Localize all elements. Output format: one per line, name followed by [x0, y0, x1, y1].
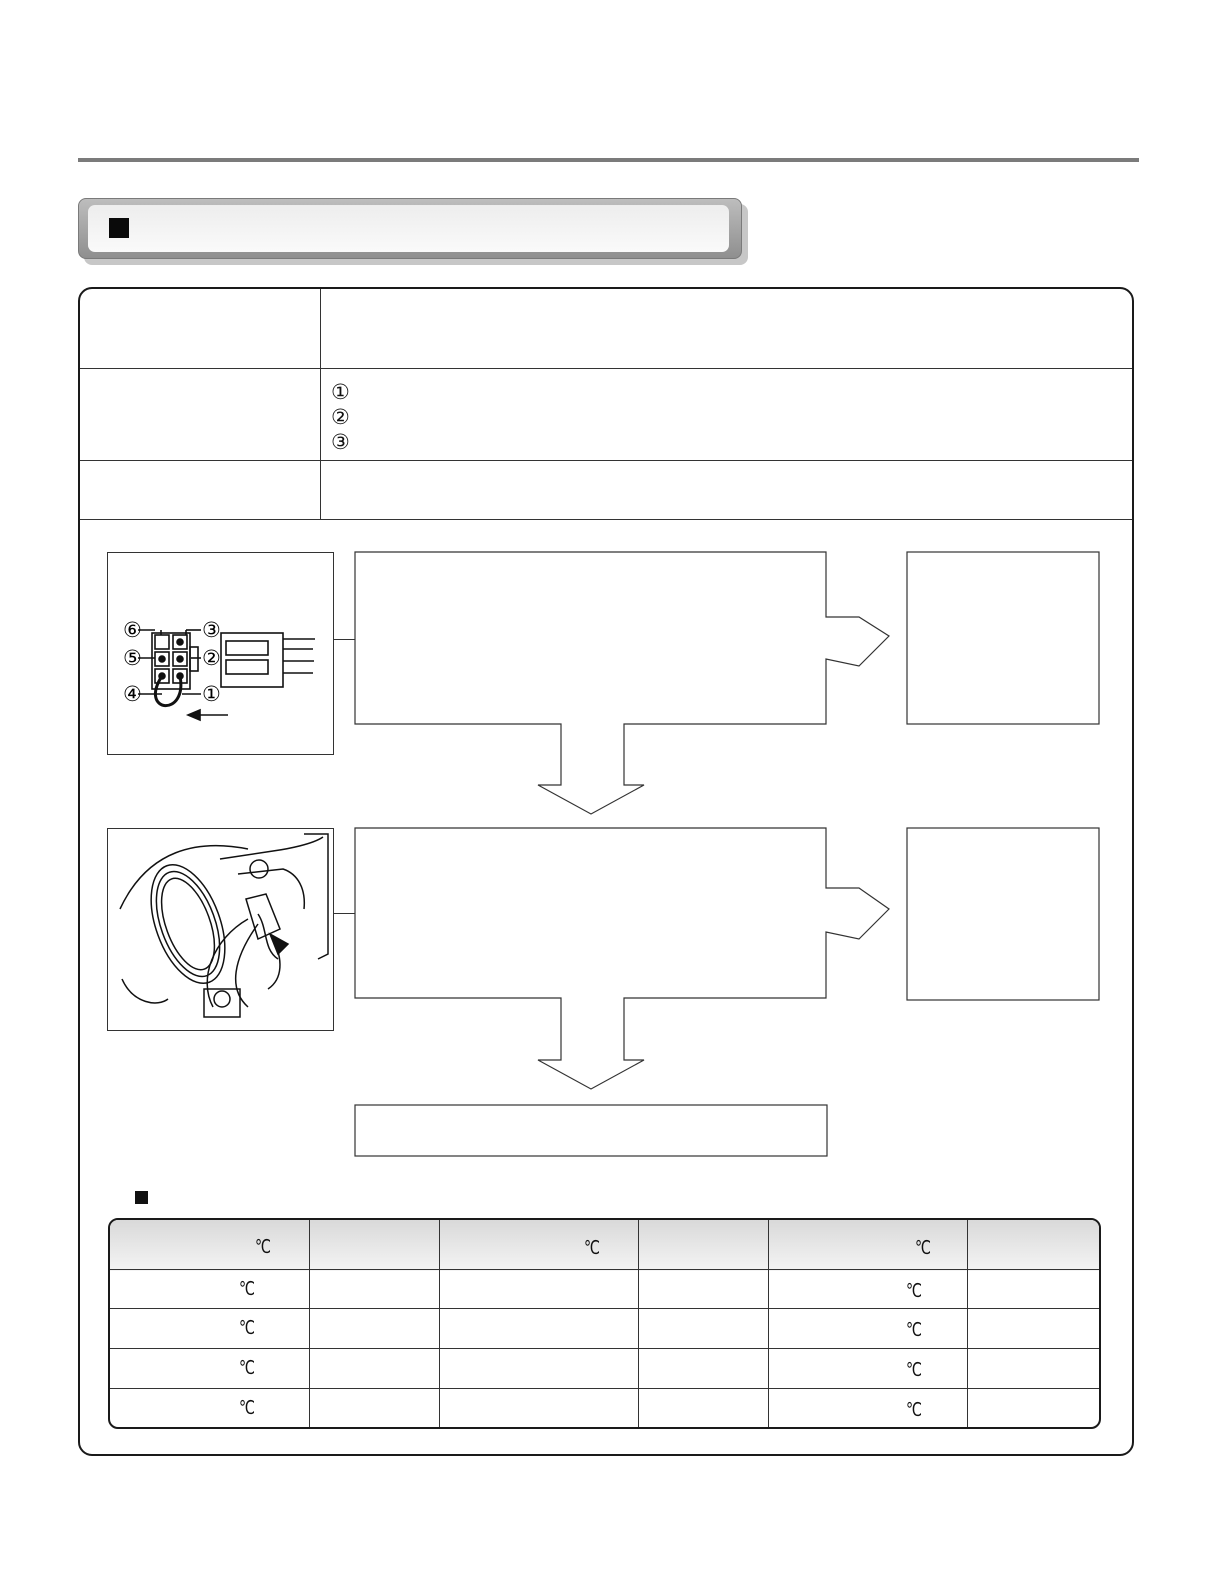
table-col-line-3: [638, 1220, 639, 1427]
pin-label-6: ⑥: [123, 618, 142, 642]
table-col-line-5: [967, 1220, 968, 1427]
unit-r2-c1: ℃: [239, 1317, 256, 1339]
pin-label-1: ①: [202, 682, 221, 706]
table-row-line-2: [110, 1308, 1099, 1309]
unit-r1-c3: ℃: [906, 1280, 923, 1302]
final-box: [355, 1105, 827, 1156]
unit-header-1: ℃: [255, 1236, 272, 1258]
unit-r3-c3: ℃: [906, 1359, 923, 1381]
pin-label-3: ③: [202, 618, 221, 642]
flow-box-2: [355, 828, 889, 1089]
table-row-line-1: [110, 1269, 1099, 1270]
pin-label-4: ④: [123, 682, 142, 706]
table-bullet-icon: [135, 1191, 148, 1204]
unit-r2-c3: ℃: [906, 1319, 923, 1341]
unit-r4-c1: ℃: [239, 1397, 256, 1419]
table-row-line-3: [110, 1348, 1099, 1349]
pin-label-2: ②: [202, 646, 221, 670]
step-marker-2: ②: [331, 405, 350, 429]
table-col-line-2: [439, 1220, 440, 1427]
table-col-line-4: [768, 1220, 769, 1427]
unit-header-3: ℃: [915, 1237, 932, 1259]
step-marker-3: ③: [331, 430, 350, 454]
table-col-line-1: [309, 1220, 310, 1427]
unit-header-2: ℃: [584, 1237, 601, 1259]
flow-box-1: [355, 552, 889, 814]
unit-r3-c1: ℃: [239, 1357, 256, 1379]
unit-r4-c3: ℃: [906, 1399, 923, 1421]
result-box-1: [907, 552, 1099, 724]
pin-label-5: ⑤: [123, 646, 142, 670]
table-row-line-4: [110, 1388, 1099, 1389]
unit-r1-c1: ℃: [239, 1278, 256, 1300]
result-box-2: [907, 828, 1099, 1000]
step-marker-1: ①: [331, 380, 350, 404]
